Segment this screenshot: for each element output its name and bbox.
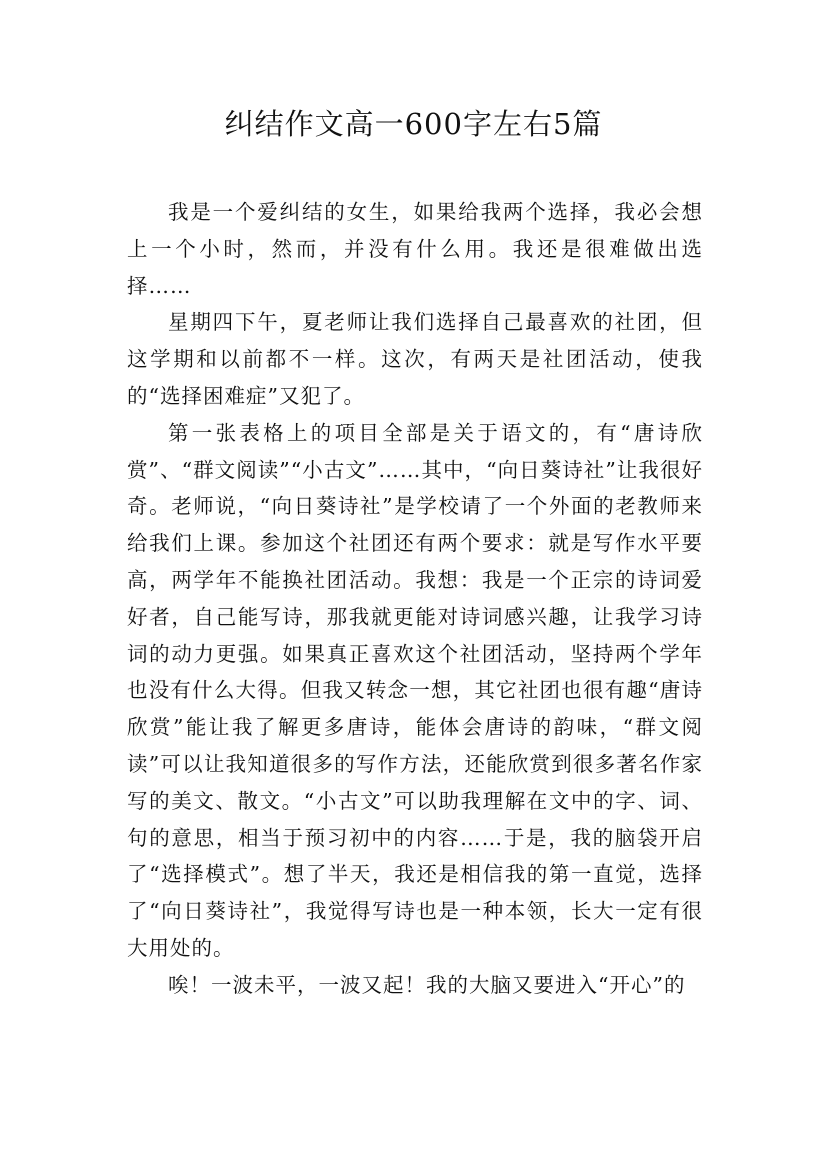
paragraph-1: 我是一个爱纠结的女生，如果给我两个选择，我必会想上一个小时，然而，并没有什么用。我还是很难做出选择…… [127, 200, 703, 298]
paragraph-2: 星期四下午，夏老师让我们选择自己最喜欢的社团，但这学期和以前都不一样。这次，有两天是社团活动，使我的“选择困难症”又犯了。 [127, 310, 703, 408]
paragraph-3: 第一张表格上的项目全部是关于语文的，有“唐诗欣赏”、“群文阅读”“小古文”……其中，“向日葵诗社”让我很好奇。老师说，“向日葵诗社”是学校请了一个外面的老教师来给我们上课。参加这个社团还有两个要求：就是写作水平要高，两学年不能换社团活动。我想：我是一个正宗的诗词爱好者，自己能写诗，那我就更能对诗词感兴趣，让我学习诗词的动力更强。如果真正喜欢这个社团活动，坚持两个学年也没有什么大得。但我又转念一想，其它社团也很有趣“唐诗欣赏”能让我了解更多唐诗，能体会唐诗的韵味，“群文阅读”可以让我知道很多的写作方法，还能欣赏到很多著名作家写的美文、散文。“小古文”可以助我理解在文中的字、词、句的意思，相当于预习初中的内容……于是，我的脑袋开启了“选择模式”。想了半天，我还是相信我的第一直觉，选择了“向日葵诗社”，我觉得写诗也是一种本领，长大一定有很大用处的。 [127, 420, 703, 960]
paragraph-4: 唉！一波未平，一波又起！我的大脑又要进入“开心”的 [168, 972, 686, 997]
document-body [127, 194, 703, 1004]
document-title: 纠结作文高一600字左右5篇 [224, 107, 603, 141]
